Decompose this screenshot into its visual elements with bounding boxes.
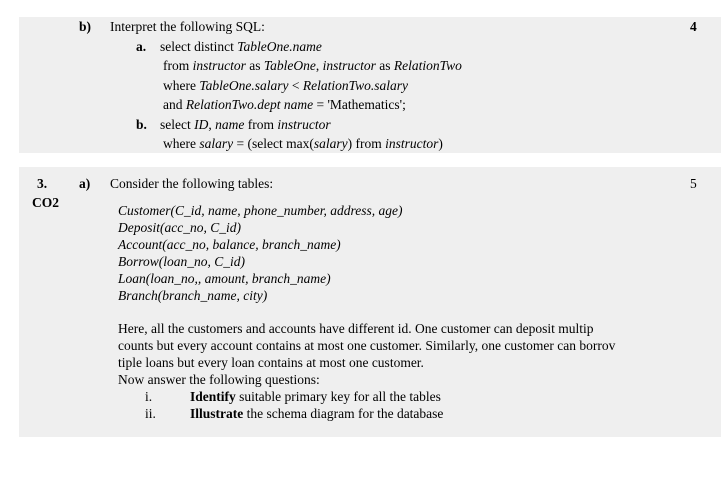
- sql-segment: TableOne.name: [237, 39, 322, 54]
- table-schema: Deposit(acc_no, C_id): [118, 220, 241, 235]
- sql-segment: ) from: [347, 136, 386, 151]
- question-text: suitable primary key for all the tables: [235, 389, 441, 404]
- sql-segment: <: [288, 78, 303, 93]
- sql-segment: RelationTwo.salary: [302, 78, 409, 93]
- question-keyword: Illustrate: [190, 406, 244, 421]
- sql-line: [163, 97, 406, 113]
- paragraph-line: Here, all the customers and accounts have different id. One customer can deposit multip: [118, 321, 594, 336]
- sql-segment: TableOne: [263, 58, 316, 73]
- sql-segment: = 'Mathematics';: [313, 97, 406, 112]
- sql-segment: instructor: [385, 136, 439, 151]
- paragraph-line: counts but every account contains at most one customer. Similarly, one customer can borrov: [118, 338, 616, 353]
- table-schema: Loan(loan_no,, amount, branch_name): [118, 271, 331, 286]
- sql-segment: salary: [313, 136, 348, 151]
- sql-line: [163, 136, 443, 152]
- part-intro: Interpret the following SQL:: [110, 19, 265, 34]
- sql-segment: = (select max(: [233, 136, 314, 151]
- sql-segment: RelationTwo: [393, 58, 462, 73]
- sql-line: [160, 117, 331, 133]
- paragraph-line: tiple loans but every loan contains at most one customer.: [118, 355, 424, 370]
- sql-segment: select distinct: [160, 39, 238, 54]
- sql-segment: as: [245, 58, 264, 73]
- sql-segment: and: [163, 97, 186, 112]
- sql-line: [160, 39, 322, 55]
- sql-line: [163, 78, 408, 94]
- sub-label-b: b.: [136, 117, 147, 132]
- sql-segment: where: [163, 78, 200, 93]
- part-intro: Consider the following tables:: [110, 176, 274, 191]
- sql-segment: ,: [315, 58, 323, 73]
- sub-label-a: a.: [136, 39, 147, 54]
- table-schema: Customer(C_id, name, phone_number, address, age): [118, 203, 403, 218]
- part-label: b): [79, 19, 92, 34]
- sql-segment: salary: [199, 136, 234, 151]
- marks: 5: [690, 176, 697, 191]
- sql-segment: name: [215, 117, 245, 132]
- sql-segment: as: [375, 58, 394, 73]
- sql-line: [163, 58, 462, 74]
- course-outcome: CO2: [32, 195, 59, 210]
- sql-segment: from: [163, 58, 193, 73]
- marks: 4: [690, 19, 697, 34]
- sql-segment: ): [438, 136, 443, 151]
- sql-segment: from: [244, 117, 278, 132]
- question-item-number: i.: [145, 389, 153, 404]
- sql-segment: instructor: [277, 117, 331, 132]
- sql-segment: RelationTwo.dept name: [185, 97, 314, 112]
- question-text: the schema diagram for the database: [243, 406, 444, 421]
- part-label: a): [79, 176, 91, 191]
- sql-segment: ID: [194, 117, 209, 132]
- paragraph-line: Now answer the following questions:: [118, 372, 320, 387]
- question-item-number: ii.: [145, 406, 156, 421]
- question-number: 3.: [37, 176, 48, 191]
- table-schema: Borrow(loan_no, C_id): [118, 254, 246, 269]
- sql-segment: ,: [208, 117, 216, 132]
- sql-segment: instructor: [192, 58, 246, 73]
- question-item: [190, 406, 443, 422]
- sql-segment: where: [163, 136, 200, 151]
- sql-segment: instructor: [322, 58, 376, 73]
- sql-segment: TableOne.salary: [199, 78, 289, 93]
- table-schema: Account(acc_no, balance, branch_name): [118, 237, 341, 252]
- table-schema: Branch(branch_name, city): [118, 288, 268, 303]
- question-item: [190, 389, 441, 405]
- sql-segment: select: [160, 117, 195, 132]
- question-keyword: Identify: [190, 389, 236, 404]
